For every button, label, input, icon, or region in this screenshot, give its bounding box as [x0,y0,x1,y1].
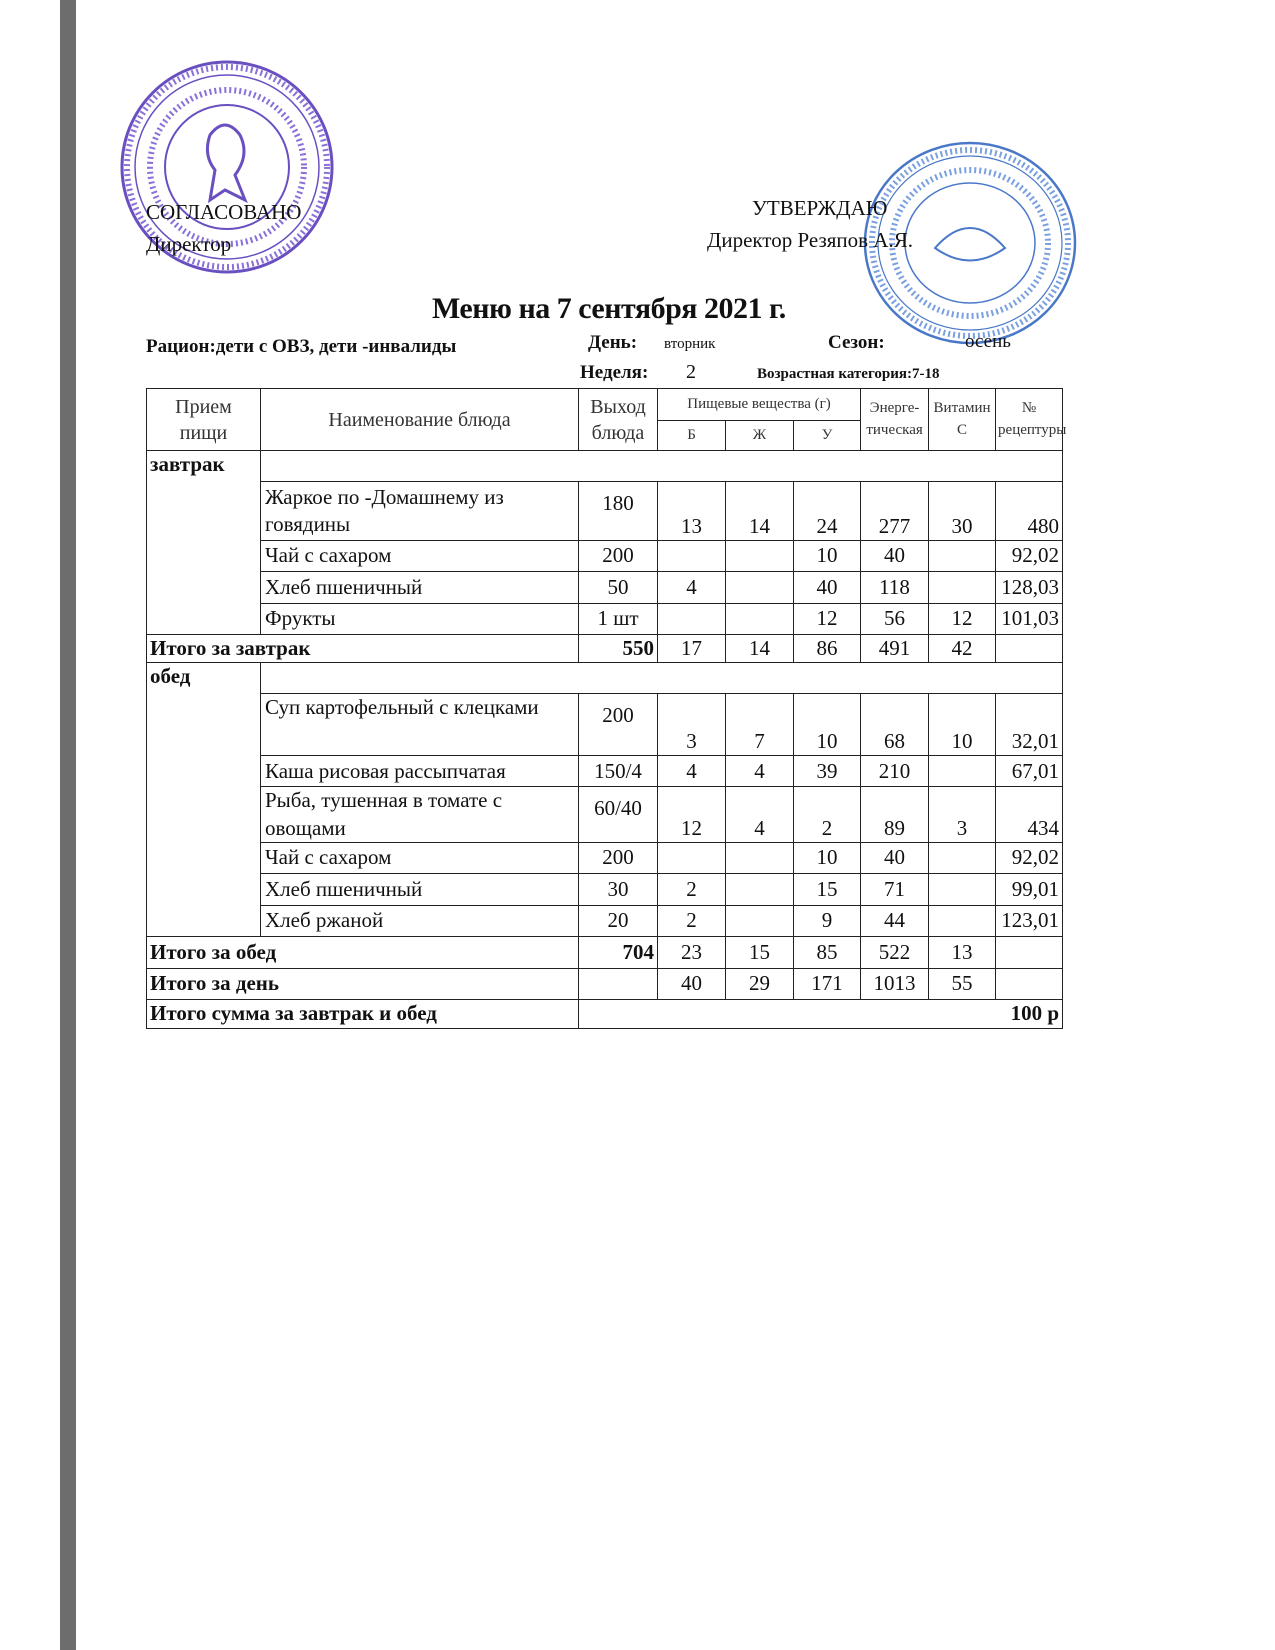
dish-b [658,541,726,572]
dish-zh [726,541,794,572]
dish-energy: 210 [861,756,929,787]
dish-b [658,604,726,635]
dish-recipe: 123,01 [996,905,1063,936]
total-yield: 550 [579,635,658,663]
dish-yield: 180 [579,482,658,541]
dish-yield: 200 [579,842,658,873]
dish-name: Жаркое по -Домашнему из говядины [261,482,579,541]
dish-vitc: 3 [929,787,996,843]
page-title: Меню на 7 сентября 2021 г. [432,292,786,325]
section-row [147,663,1063,694]
total-zh: 14 [726,635,794,663]
day-total-zh: 29 [726,968,794,999]
header-meal: Прием пищи [147,389,261,451]
menu-table [146,388,1067,1029]
dish-vitc: 30 [929,482,996,541]
week-label: Неделя: [580,362,649,383]
dish-energy: 56 [861,604,929,635]
dish-recipe: 92,02 [996,541,1063,572]
dish-name: Каша рисовая рассыпчатая [261,756,579,787]
table-row [147,905,1063,936]
dish-yield: 20 [579,905,658,936]
dish-energy: 71 [861,873,929,905]
dish-yield: 30 [579,873,658,905]
dish-yield: 60/40 [579,787,658,843]
dish-zh [726,572,794,604]
dish-recipe: 92,02 [996,842,1063,873]
dish-name: Хлеб пшеничный [261,572,579,604]
total-row [147,635,1063,663]
day-total-row [147,968,1063,999]
dish-recipe: 32,01 [996,694,1063,756]
header-vitc: Витамин С [929,389,996,451]
header-name: Наименование блюда [261,389,579,451]
dish-vitc [929,541,996,572]
day-total-vitc: 55 [929,968,996,999]
day-total-u: 171 [794,968,861,999]
dish-b: 4 [658,572,726,604]
total-label: Итого за завтрак [147,635,579,663]
header-recipe: № рецептуры [996,389,1063,451]
dish-b: 12 [658,787,726,843]
approved-role: Директор Резяпов А.Я. [707,228,913,252]
day-total-yield-empty [579,968,658,999]
table-row [147,842,1063,873]
dish-name: Суп картофельный с клецками [261,694,579,756]
dish-vitc: 12 [929,604,996,635]
season-label: Сезон: [828,332,885,353]
age-category: Возрастная категория:7-18 [757,366,940,382]
header-nutrients: Пищевые вещества (г) [658,389,861,421]
dish-yield: 1 шт [579,604,658,635]
approved-label: УТВЕРЖДАЮ [752,196,888,220]
total-b: 17 [658,635,726,663]
table-row [147,694,1063,756]
dish-energy: 68 [861,694,929,756]
table-row [147,572,1063,604]
dish-u: 9 [794,905,861,936]
header-b: Б [658,421,726,451]
sum-total-row [147,999,1063,1028]
dish-name: Фрукты [261,604,579,635]
dish-u: 10 [794,694,861,756]
total-u: 85 [794,936,861,968]
dish-vitc [929,905,996,936]
dish-u: 40 [794,572,861,604]
sum-total-value: 100 р [579,999,1063,1028]
dish-yield: 200 [579,541,658,572]
dish-vitc [929,756,996,787]
dish-yield: 200 [579,694,658,756]
dish-b: 2 [658,905,726,936]
dish-yield: 150/4 [579,756,658,787]
agreed-label: СОГЛАСОВАНО [146,200,302,224]
table-row [147,541,1063,572]
dish-recipe: 128,03 [996,572,1063,604]
table-row [147,604,1063,635]
dish-name: Чай с сахаром [261,541,579,572]
total-label: Итого за обед [147,936,579,968]
dish-u: 24 [794,482,861,541]
dish-u: 15 [794,873,861,905]
total-zh: 15 [726,936,794,968]
scan-edge [60,0,76,1650]
total-recipe-empty [996,635,1063,663]
dish-energy: 40 [861,842,929,873]
header-zh: Ж [726,421,794,451]
section-empty [261,663,1063,694]
total-yield: 704 [579,936,658,968]
dish-zh: 7 [726,694,794,756]
dish-name: Рыба, тушенная в томате с овощами [261,787,579,843]
dish-zh: 4 [726,756,794,787]
dish-vitc [929,873,996,905]
dish-b: 3 [658,694,726,756]
week-value: 2 [686,361,696,383]
dish-b: 13 [658,482,726,541]
dish-name: Хлеб пшеничный [261,873,579,905]
dish-u: 39 [794,756,861,787]
dish-recipe: 99,01 [996,873,1063,905]
dish-u: 10 [794,541,861,572]
dish-yield: 50 [579,572,658,604]
dish-name: Чай с сахаром [261,842,579,873]
table-row [147,482,1063,541]
dish-name: Хлеб ржаной [261,905,579,936]
header-yield: Выход блюда [579,389,658,451]
total-vitc: 13 [929,936,996,968]
total-energy: 522 [861,936,929,968]
dish-energy: 277 [861,482,929,541]
total-recipe-empty [996,936,1063,968]
day-total-energy: 1013 [861,968,929,999]
dish-zh: 4 [726,787,794,843]
dish-zh: 14 [726,482,794,541]
day-total-b: 40 [658,968,726,999]
dish-energy: 89 [861,787,929,843]
meal-label: обед [147,663,261,937]
total-b: 23 [658,936,726,968]
section-row [147,451,1063,482]
table-row [147,787,1063,843]
dish-energy: 44 [861,905,929,936]
dish-u: 12 [794,604,861,635]
dish-recipe: 101,03 [996,604,1063,635]
day-label: День: [588,332,638,353]
day-value: вторник [664,336,716,352]
dish-u: 2 [794,787,861,843]
dish-b: 4 [658,756,726,787]
day-total-recipe-empty [996,968,1063,999]
table-row [147,756,1063,787]
header-energy: Энерге-тическая [861,389,929,451]
total-energy: 491 [861,635,929,663]
dish-recipe: 434 [996,787,1063,843]
dish-vitc [929,842,996,873]
dish-recipe: 67,01 [996,756,1063,787]
dish-energy: 40 [861,541,929,572]
total-row [147,936,1063,968]
season-value: осень [965,331,1011,352]
agreed-role: Директор [146,232,232,256]
dish-vitc [929,572,996,604]
day-total-label: Итого за день [147,968,579,999]
section-empty [261,451,1063,482]
dish-zh [726,905,794,936]
dish-b: 2 [658,873,726,905]
meal-label: завтрак [147,451,261,635]
dish-energy: 118 [861,572,929,604]
dish-recipe: 480 [996,482,1063,541]
dish-b [658,842,726,873]
dish-u: 10 [794,842,861,873]
dish-zh [726,604,794,635]
header-u: У [794,421,861,451]
dish-zh [726,842,794,873]
total-u: 86 [794,635,861,663]
ration-label: Рацион:дети с ОВЗ, дети -инвалиды [146,336,457,357]
table-row [147,873,1063,905]
total-vitc: 42 [929,635,996,663]
dish-zh [726,873,794,905]
dish-vitc: 10 [929,694,996,756]
sum-total-label: Итого сумма за завтрак и обед [147,999,579,1028]
